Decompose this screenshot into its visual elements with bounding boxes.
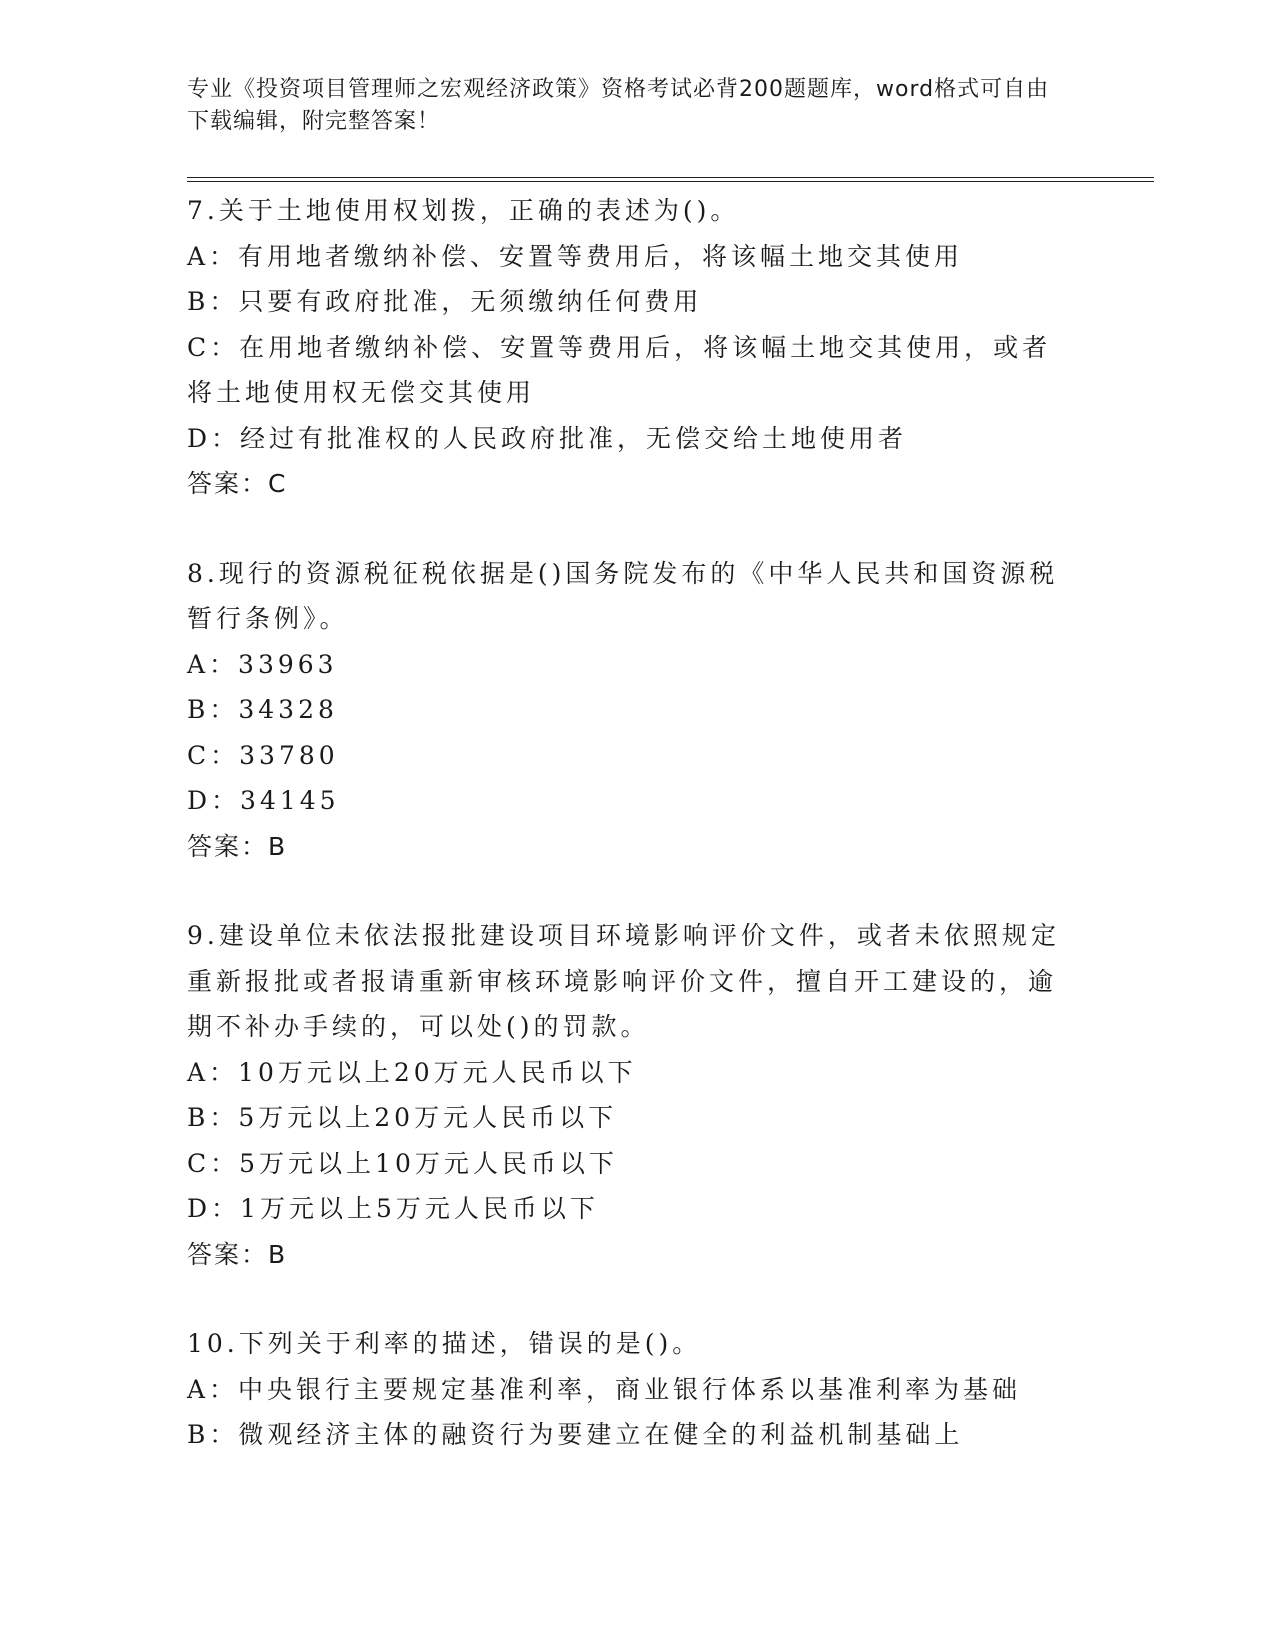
answer: 答案：B [187,831,288,861]
question-stem: 9.建设单位未依法报批建设项目环境影响评价文件，或者未依照规定重新报批或者报请重新审核环境影响评价文件，擅自开工建设的，逾期不补办手续的，可以处()的罚款。 [187,921,1060,1041]
question-stem: 7.关于土地使用权划拨，正确的表述为()。 [187,196,740,225]
option-a: A：中央银行主要规定基准利率，商业银行体系以基准利率为基础 [187,1374,1022,1404]
option-c: C：在用地者缴纳补偿、安置等费用后，将该幅土地交其使用，或者将土地使用权无偿交其使用 [187,332,1052,407]
document-header: 专业《投资项目管理师之宏观经济政策》资格考试必背200题题库，word格式可自由下载编辑，附完整答案！ [187,77,1050,134]
option-b: B：34328 [187,695,338,724]
option-a: A：33963 [187,649,338,679]
question-item [187,188,1077,507]
option-b: B：只要有政府批准，无须缴纳任何费用 [187,287,703,316]
option-b: B：5万元以上20万元人民币以下 [187,1103,618,1132]
option-d: D：1万元以上5万元人民币以下 [187,1194,599,1223]
option-c: C：33780 [187,740,339,770]
header-divider-secondary [187,181,1154,182]
option-d: D：34145 [187,786,340,815]
option-d: D：经过有批准权的人民政府批准，无偿交给土地使用者 [187,423,908,453]
question-item [187,1321,1077,1458]
question-list [187,188,1077,1458]
question-stem: 10.下列关于利率的描述，错误的是()。 [187,1329,702,1358]
answer: 答案：B [187,1239,288,1269]
question-stem: 8.现行的资源税征税依据是()国务院发布的《中华人民共和国资源税暂行条例》。 [187,558,1059,633]
question-item [187,913,1077,1277]
option-c: C：5万元以上10万元人民币以下 [187,1148,618,1178]
option-a: A：10万元以上20万元人民币以下 [187,1057,637,1087]
answer: 答案：C [187,469,288,498]
option-a: A：有用地者缴纳补偿、安置等费用后，将该幅土地交其使用 [187,241,964,271]
option-b: B：微观经济主体的融资行为要建立在健全的利益机制基础上 [187,1420,964,1449]
question-item [187,551,1077,870]
header-divider [187,177,1154,178]
